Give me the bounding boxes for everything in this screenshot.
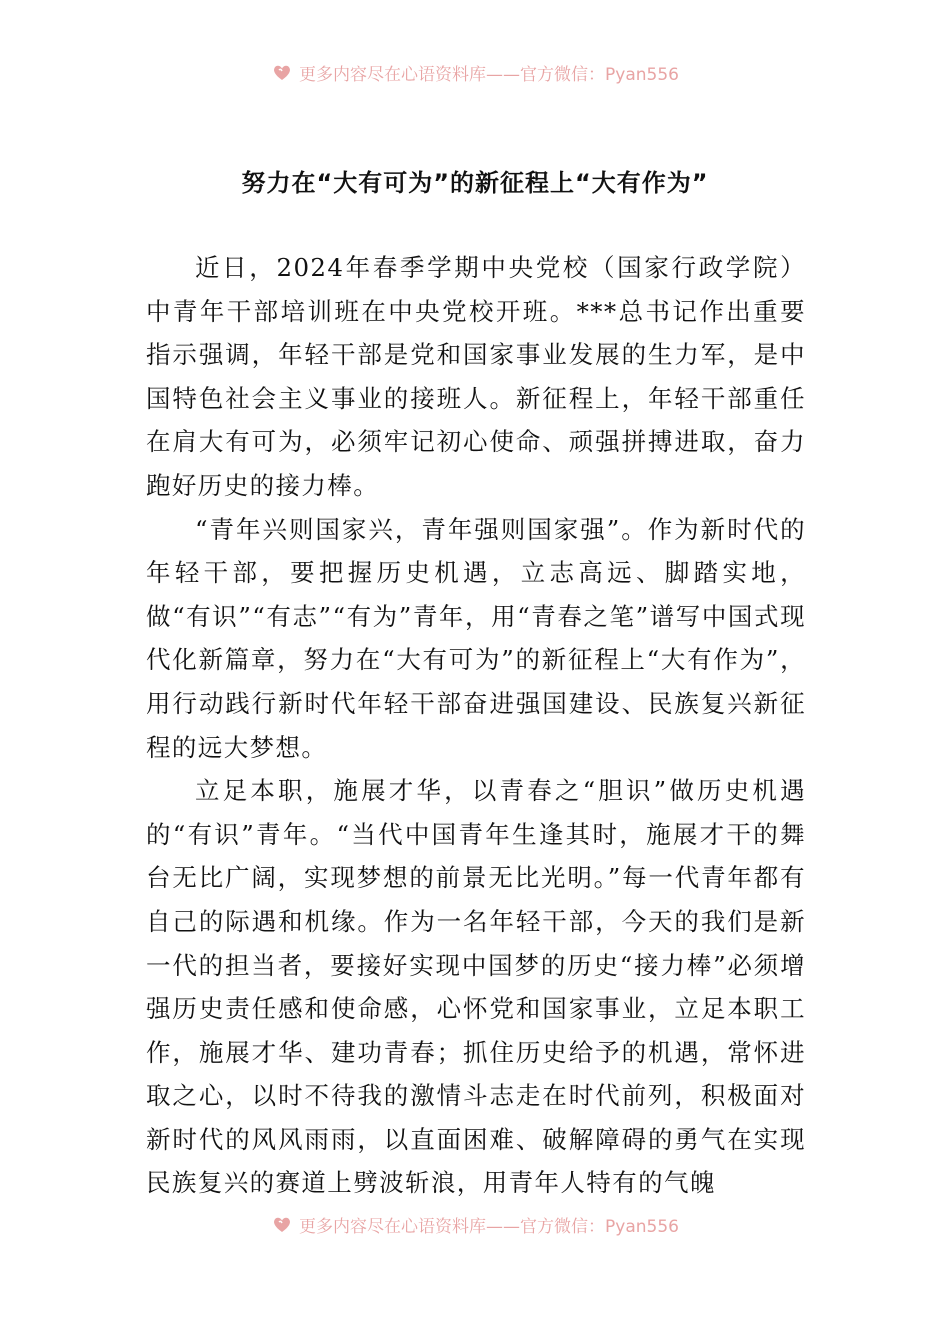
paragraph-1: 近日，2024年春季学期中央党校（国家行政学院）中青年干部培训班在中央党校开班。***总书记作出重要指示强调，年轻干部是党和国家事业发展的生力军，是中国特色社会主义事业的接班人。新征程上，年轻干部重任在肩大有可为，必须牢记初心使命、顽强拼搏进取，奋力跑好历史的接力棒。 (146, 253, 806, 500)
heart-logo-icon (271, 61, 293, 83)
document-title: 努力在“大有可为”的新征程上“大有作为” (241, 169, 709, 197)
paragraph-2: “青年兴则国家兴，青年强则国家强”。作为新时代的年轻干部，要把握历史机遇，立志高远、脚踏实地，做“有识”“有志”“有为”青年，用“青春之笔”谱写中国式现代化新篇章，努力在“大有可为”的新征程上“大有作为”，用行动践行新时代年轻干部奋进强国建设、民族复兴新征程的远大梦想。 (146, 514, 806, 762)
footer-watermark (0, 1209, 950, 1239)
paragraph-3: 立足本职，施展才华，以青春之“胆识”做历史机遇的“有识”青年。“当代中国青年生逢其时，施展才干的舞台无比广阔，实现梦想的前景无比光明。”每一代青年都有自己的际遇和机缘。作为一名年轻干部，今天的我们是新一代的担当者，要接好实现中国梦的历史“接力棒”必须增强历史责任感和使命感，心怀党和国家事业，立足本职工作，施展才华、建功青春；抓住历史给予的机遇，常怀进取之心，以时不待我的激情斗志走在时代前列，积极面对新时代的风风雨雨，以直面困难、破解障碍的勇气在实现民族复兴的赛道上劈波斩浪，用青年人特有的气魄 (146, 776, 806, 1198)
header-watermark (0, 57, 950, 87)
watermark-text: 更多内容尽在心语资料库——官方微信：Pyan556 (299, 64, 679, 85)
watermark-text: 更多内容尽在心语资料库——官方微信：Pyan556 (299, 1216, 679, 1237)
heart-logo-icon (271, 1213, 293, 1235)
document-body (146, 246, 806, 1205)
